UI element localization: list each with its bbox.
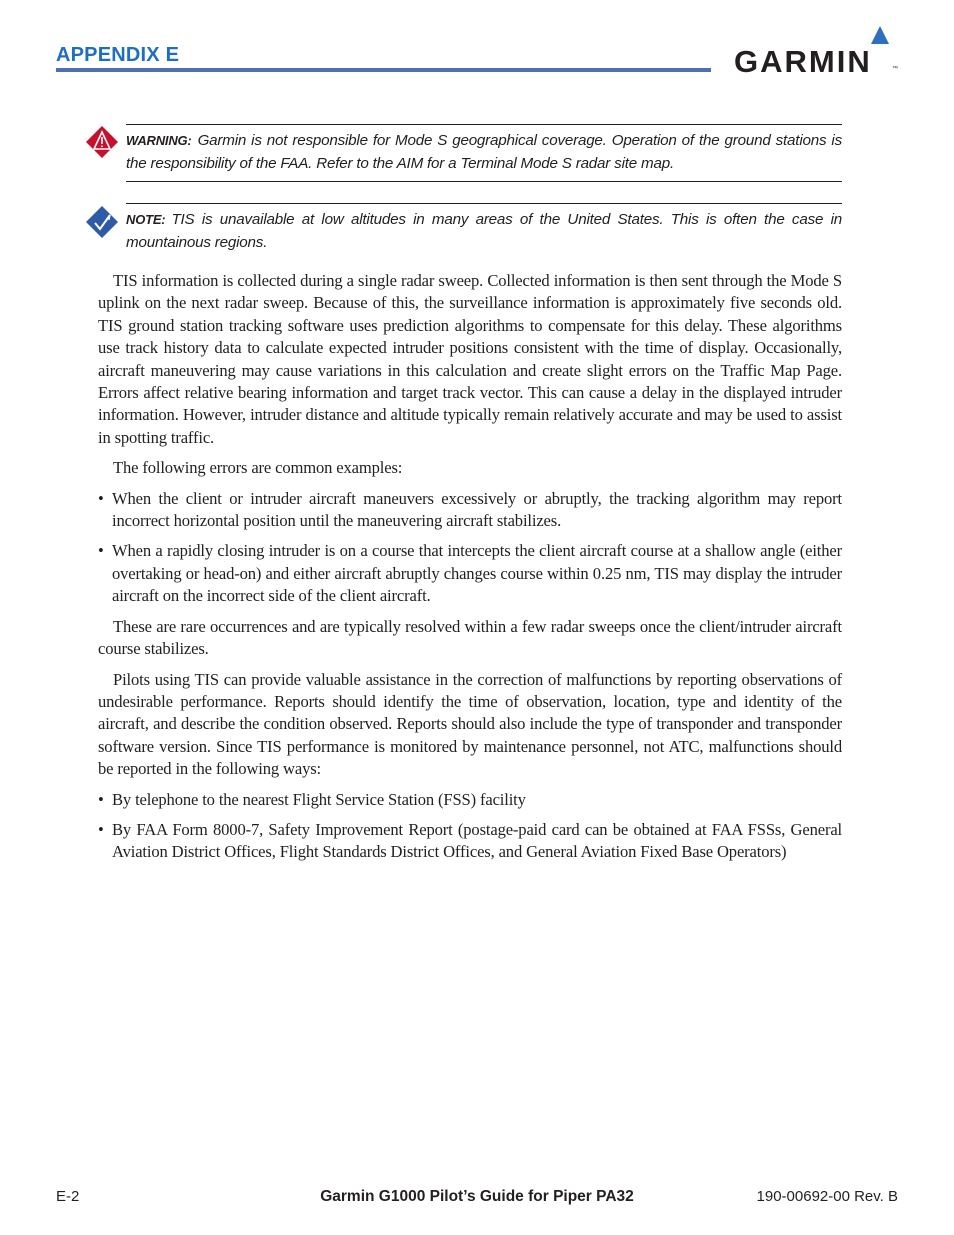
warning-bottom-rule <box>126 181 842 182</box>
paragraph-rare-occurrences: These are rare occurrences and are typically resolved within a few radar sweeps once the client/intruder aircraft course stabilizes. <box>98 616 842 659</box>
list-item-text: By telephone to the nearest Flight Service Station (FSS) facility <box>112 789 526 809</box>
list-item-text: By FAA Form 8000-7, Safety Improvement Report (postage-paid card can be obtained at FAA FSSs, General Aviation District Offices, Flight Standards District Offices, and General Aviation Fixed Base Operators) <box>112 819 842 862</box>
note-icon <box>85 205 119 239</box>
paragraph-reporting: Pilots using TIS can provide valuable assistance in the correction of malfunctions by reporting observations of undesirable performance. Reports should identify the time of observation, location, type and identity of the aircraft, and describe the condition observed. Reports should also include the type of transponder and transponder software version. Since TIS performance is monitored by maintenance personnel, not ATC, malfunctions should be reported in the following ways: <box>98 669 842 779</box>
doc-number: 190-00692-00 Rev. B <box>756 1188 898 1205</box>
bullet-marker: • <box>98 488 104 508</box>
bullet-marker: • <box>98 541 104 561</box>
warning-top-rule <box>126 124 842 125</box>
warning-text: Garmin is not responsible for Mode S geographical coverage. Operation of the ground stations is the responsibility of the FAA. Refer to the AIM for a Terminal Mode S radar site map. <box>126 132 842 172</box>
footer-title: Garmin G1000 Pilot’s Guide for Piper PA32 <box>320 1188 634 1205</box>
page-number: E-2 <box>56 1188 80 1205</box>
paragraph-tis-info: TIS information is collected during a single radar sweep. Collected information is then sent through the Mode S uplink on the next radar sweep. Because of this, the surveillance information is approximately five seconds old. TIS ground station tracking software uses prediction algorithms to compensate for this delay. These algorithms use track history data to calculate expected intruder positions consistent with the time of display. Occasionally, aircraft maneuvering may cause variations in this calculation and create slight errors on the Traffic Map Page. Errors affect relative bearing information and target track vector. This can cause a delay in the displayed intruder information. However, intruder distance and altitude typically remain relatively accurate and may be used to assist in spotting traffic. <box>98 271 842 447</box>
warning-label: WARNING: <box>126 133 192 148</box>
list-item-text: When a rapidly closing intruder is on a course that intercepts the client aircraft course at a shallow angle (either overtaking or head-on) and either aircraft abruptly changes course within 0.25 nm, TIS may display the intruder aircraft on the incorrect side of the client aircraft. <box>112 541 842 606</box>
list-item <box>98 540 842 607</box>
note-top-rule <box>126 203 842 204</box>
list-item <box>98 819 842 864</box>
list-item <box>98 789 842 811</box>
logo-triangle-icon <box>871 26 889 44</box>
note-callout <box>126 209 842 254</box>
list-item <box>98 488 842 533</box>
note-label: NOTE: <box>126 212 166 227</box>
bullet-marker: • <box>98 789 104 809</box>
bullet-marker: • <box>98 819 104 839</box>
warning-callout <box>126 130 842 175</box>
warning-icon <box>85 125 119 159</box>
logo-trademark: ™ <box>892 66 898 72</box>
body-content <box>98 270 842 872</box>
list-item-text: When the client or intruder aircraft maneuvers excessively or abruptly, the tracking algorithm may report incorrect horizontal position until the maneuvering aircraft stabilizes. <box>112 488 842 531</box>
section-title: APPENDIX E <box>56 44 180 66</box>
paragraph-errors-intro: The following errors are common examples: <box>113 458 403 478</box>
note-text: TIS is unavailable at low altitudes in many areas of the United States. This is often the case in mountainous regions. <box>126 211 842 251</box>
header-rule <box>56 68 711 72</box>
logo-wordmark: GARMIN <box>734 44 872 79</box>
